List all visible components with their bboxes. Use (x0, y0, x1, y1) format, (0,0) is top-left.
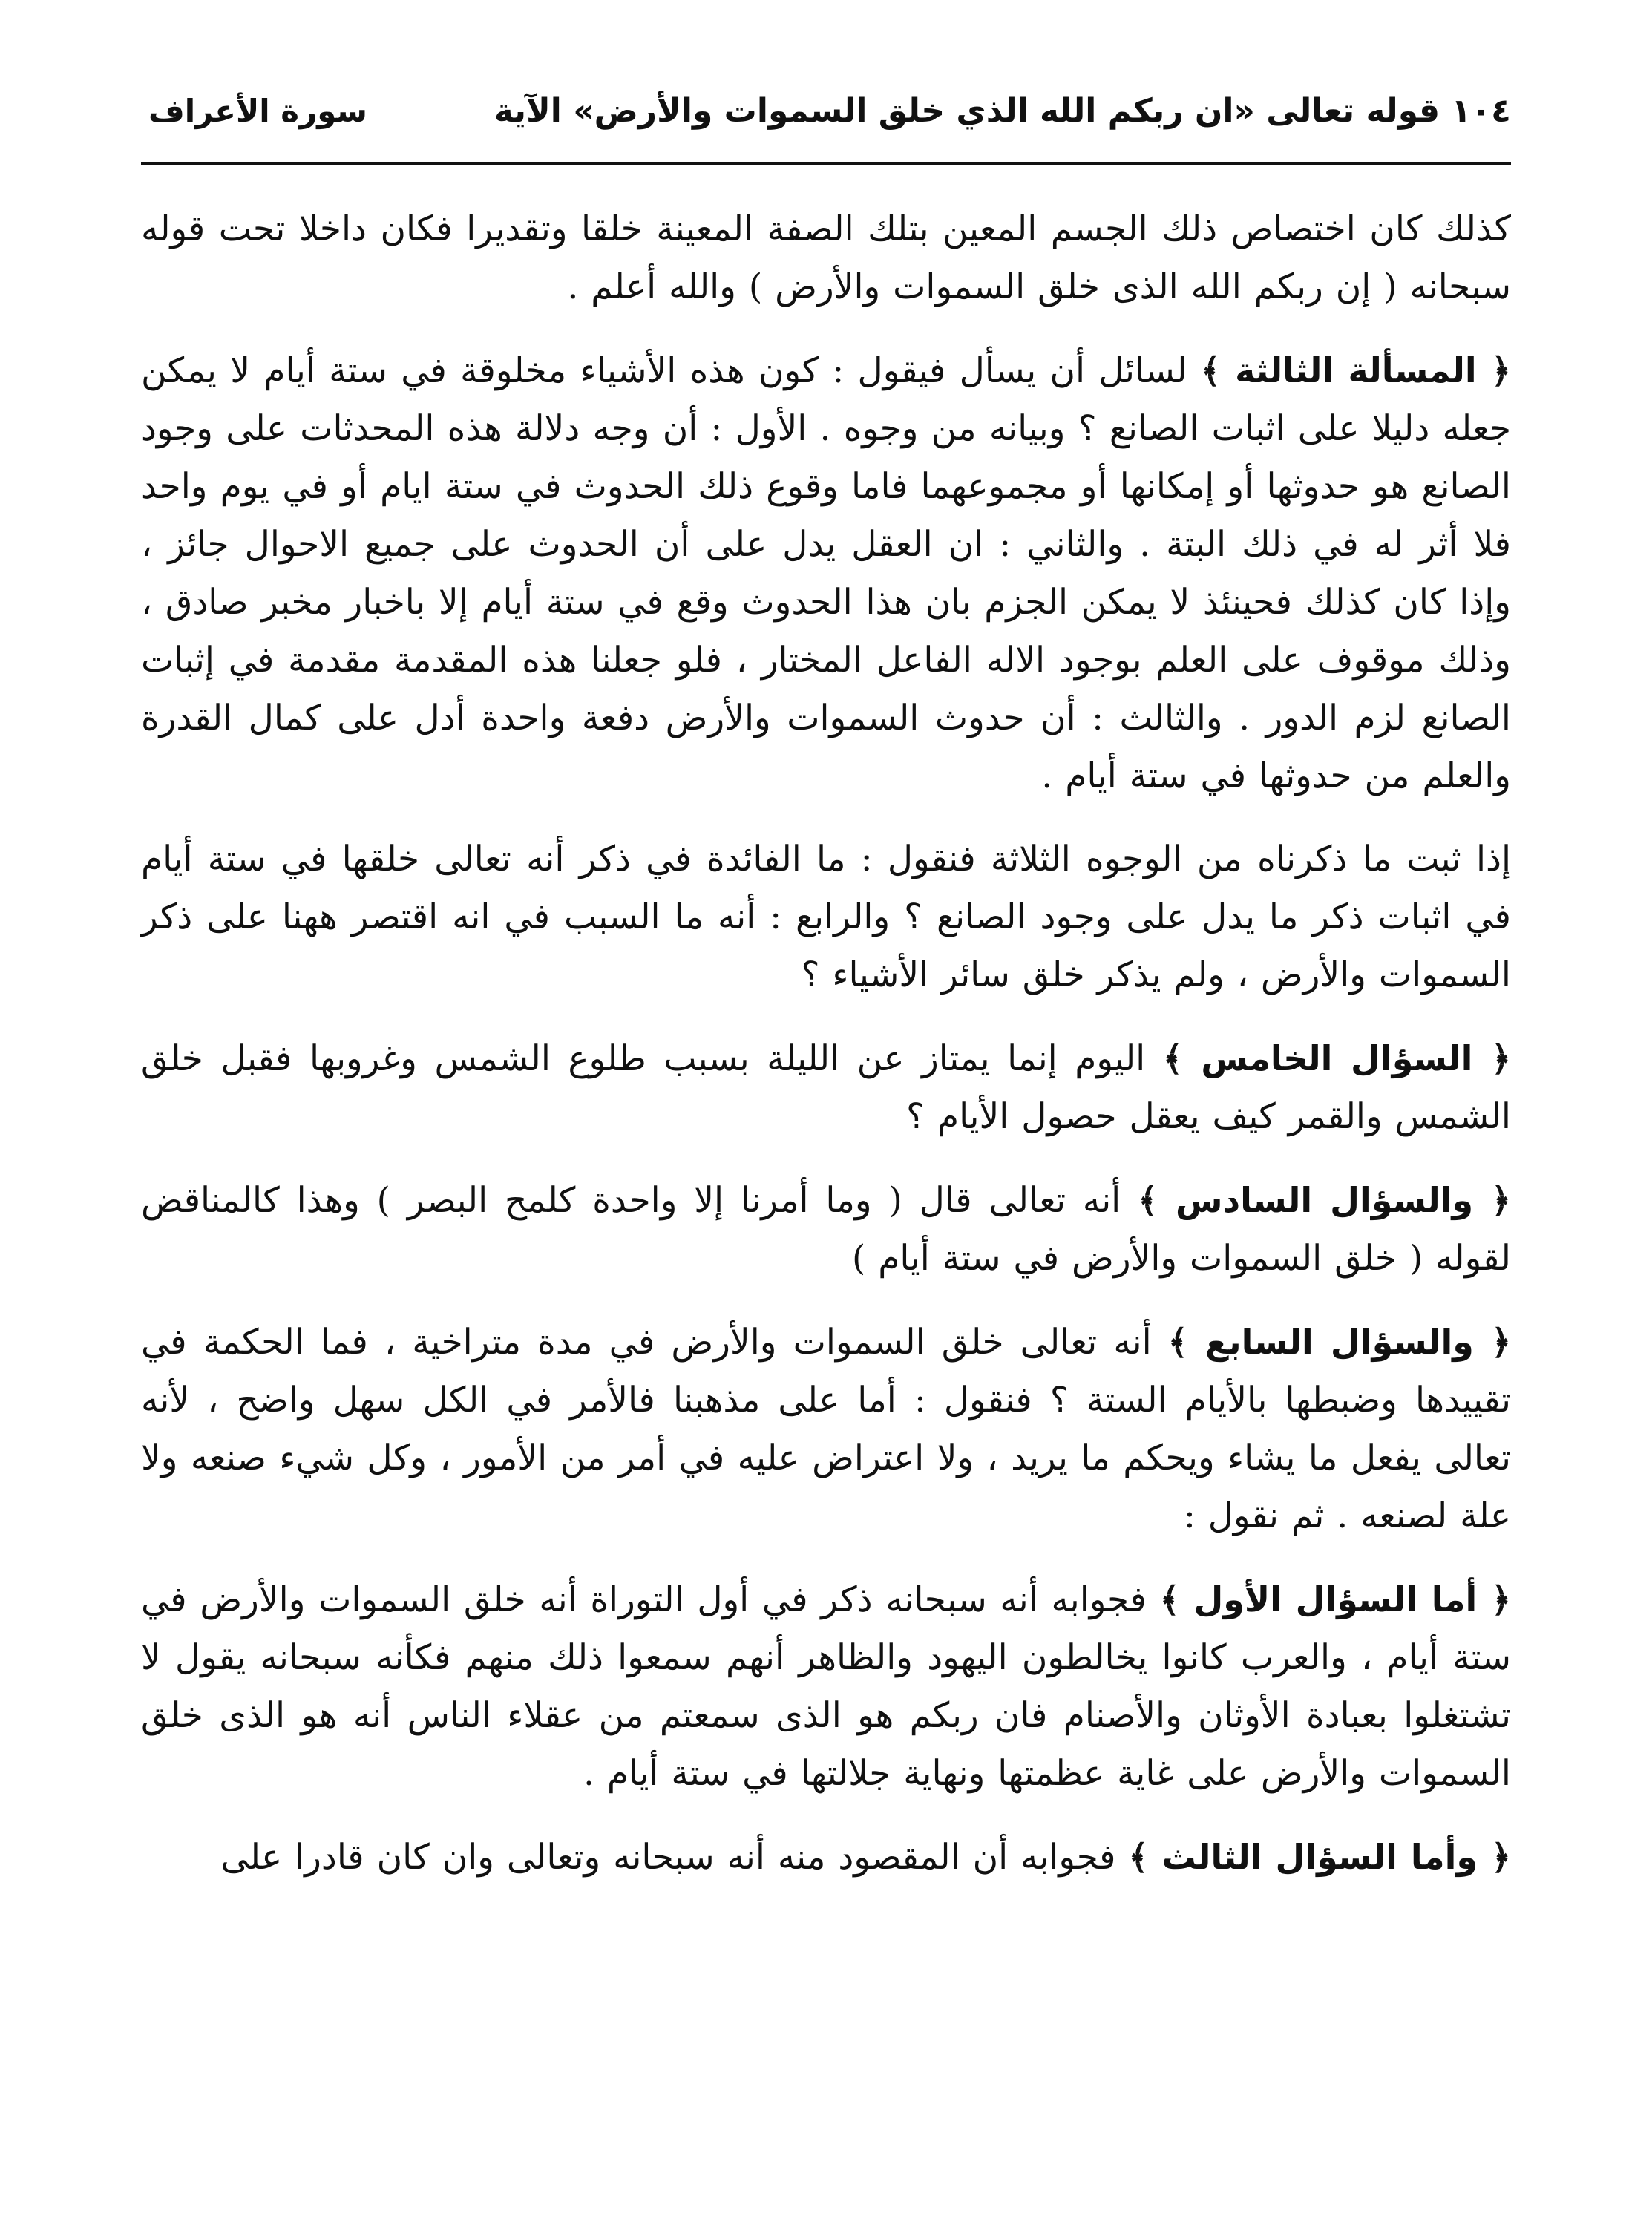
paragraph-text: أنه تعالى قال ( وما أمرنا إلا واحدة كلمح البصر ) وهذا كالمناقض لقوله ( خلق السموات والأرض في ستة أيام ) (141, 1180, 1511, 1279)
running-header (141, 89, 1511, 156)
surah-name: سورة الأعراف (148, 93, 367, 129)
header-left-group (494, 89, 1511, 134)
paragraph-5 (141, 1171, 1511, 1288)
section-heading: ﴿ أما السؤال الأول ﴾ (1159, 1579, 1512, 1619)
paragraph-text: فجوابه أن المقصود منه أنه سبحانه وتعالى وان كان قادرا على (220, 1837, 1116, 1878)
section-heading: ﴿ السؤال الخامس ﴾ (1162, 1038, 1512, 1078)
paragraph-text: كذلك كان اختصاص ذلك الجسم المعين بتلك الصفة المعينة خلقا وتقديرا فكان داخلا تحت قوله سبحانه ( إن ربكم الله الذى خلق السموات والأرض ) والله أعلم . (141, 209, 1511, 307)
paragraph-text: لسائل أن يسأل فيقول : كون هذه الأشياء مخلوقة في ستة أيام لا يمكن جعله دليلا على اثبات الصانع ؟ وبيانه من وجوه . الأول : أن وجه دلالة هذه المحدثات على وجود الصانع هو حدوثها أو إمكانها أو مجموعهما فاما وقوع ذلك الحدوث في ستة ايام أو في يوم واحد فلا أثر له في ذلك البتة . والثاني : ان العقل يدل على أن الحدوث على جميع الاحوال جائز ، وإذا كان كذلك فحينئذ لا يمكن الجزم بان هذا الحدوث وقع في ستة أيام إلا باخبار مخبر صادق ، وذلك موقوف على العلم بوجود الاله الفاعل المختار ، فلو جعلنا هذه المقدمة مقدمة في إثبات الصانع لزم الدور . والثالث : أن حدوث السموات والأرض دفعة واحدة أدل على كمال القدرة والعلم من حدوثها في ستة أيام . (141, 350, 1511, 796)
paragraph-text: أنه تعالى خلق السموات والأرض في مدة متراخية ، فما الحكمة في تقييدها وضبطها بالأيام الستة ؟ فنقول : أما على مذهبنا فالأمر في الكل سهل واضح ، لأنه تعالى يفعل ما يشاء ويحكم ما يريد ، ولا اعتراض عليه في أمر من الأمور ، وكل شيء صنعه ولا علة لصنعه . ثم نقول : (141, 1322, 1511, 1536)
paragraph-3 (141, 830, 1511, 1004)
paragraph-text: إذا ثبت ما ذكرناه من الوجوه الثلاثة فنقول : ما الفائدة في ذكر أنه تعالى خلقها في ستة أيام في اثبات ذكر ما يدل على وجود الصانع ؟ والرابع : أنه ما السبب في انه اقتصر ههنا على ذكر السموات والأرض ، ولم يذكر خلق سائر الأشياء ؟ (141, 839, 1511, 995)
paragraph-7 (141, 1570, 1511, 1803)
paragraph-text: اليوم إنما يمتاز عن الليلة بسبب طلوع الشمس وغروبها فقبل خلق الشمس والقمر كيف يعقل حصول الأيام ؟ (141, 1038, 1511, 1137)
book-page (141, 89, 1511, 2189)
paragraph-4 (141, 1029, 1511, 1146)
section-heading: ﴿ وأما السؤال الثالث ﴾ (1128, 1837, 1511, 1877)
paragraph-text: فجوابه أنه سبحانه ذكر في أول التوراة أنه خلق السموات والأرض في ستة أيام ، والعرب كانوا يخالطون اليهود والظاهر أنهم سمعوا ذلك منهم فكأنه سبحانه يقول لا تشتغلوا بعبادة الأوثان والأصنام فان ربكم هو الذى سمعتم من عقلاء الناس أنه هو الذى خلق السموات والأرض على غاية عظمتها ونهاية جلالتها في ستة أيام . (141, 1579, 1511, 1794)
section-heading: ﴿ والسؤال السابع ﴾ (1167, 1322, 1512, 1362)
paragraph-1 (141, 200, 1511, 316)
paragraph-6 (141, 1313, 1511, 1545)
paragraph-2 (141, 341, 1511, 805)
verse-title: قوله تعالى «ان ربكم الله الذي خلق السموات والأرض» الآية (494, 92, 1440, 130)
section-heading: ﴿ والسؤال السادس ﴾ (1138, 1180, 1511, 1220)
header-divider (141, 162, 1511, 165)
section-heading: ﴿ المسألة الثالثة ﴾ (1200, 350, 1511, 390)
page-number: ١٠٤ (1451, 92, 1511, 130)
paragraph-8 (141, 1828, 1511, 1887)
